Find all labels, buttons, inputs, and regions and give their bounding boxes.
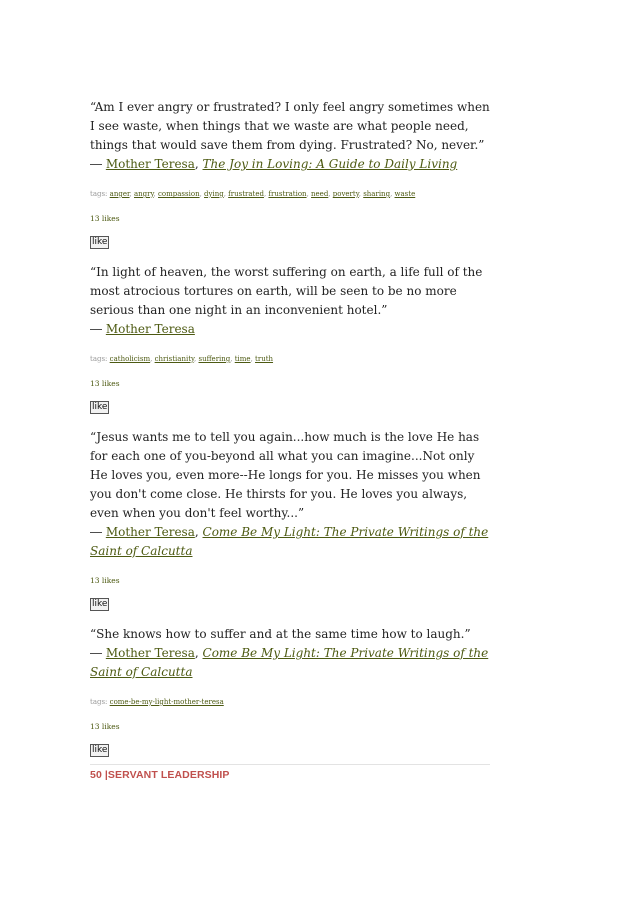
like-button[interactable]: like — [92, 402, 108, 412]
quote-attribution — [90, 320, 490, 339]
attribution-dash: ― — [90, 322, 102, 336]
quote-item — [90, 428, 490, 611]
author-link[interactable]: Mother Teresa — [105, 322, 195, 336]
tag-link[interactable]: catholicism — [109, 355, 151, 363]
tags-label: tags: — [90, 355, 108, 363]
quote-text: “She knows how to suffer and at the same time how to laugh.” — [90, 627, 471, 641]
quote-text: “In light of heaven, the worst suffering on earth, a life full of the most atrocious tortures on earth, will be seen to be no more serious than one night in an inconvenient hotel.” — [90, 265, 483, 317]
book-link[interactable]: Come Be My Light: The Private Writings of the Saint of Calcutta — [90, 646, 489, 679]
author-link[interactable]: Mother Teresa — [105, 646, 195, 660]
author-link[interactable]: Mother Teresa — [105, 157, 195, 171]
quote-item — [90, 263, 490, 414]
quote-item — [90, 98, 490, 249]
tags-row: tags: catholicism, christianity, suffering, time, truth — [90, 355, 274, 363]
likes-count[interactable]: 13 likes — [90, 722, 120, 731]
tag-link[interactable]: poverty — [332, 190, 359, 198]
tag-link[interactable]: waste — [394, 190, 416, 198]
attribution-dash: ― — [90, 525, 102, 539]
quote-attribution: ― Mother Teresa, Come Be My Light: The Private Writings of the Saint of Calcutta — [90, 646, 489, 679]
tags-row: tags: anger, angry, compassion, dying, frustrated, frustration, need, poverty, sharing, waste — [90, 190, 416, 198]
tag-link[interactable]: frustration — [268, 190, 307, 198]
tag-link[interactable]: anger — [109, 190, 130, 198]
tag-link[interactable]: come-be-my-light-mother-teresa — [109, 698, 224, 706]
like-button-wrap — [90, 586, 490, 611]
tags-label: tags: — [90, 190, 108, 198]
likes-count[interactable]: 13 likes — [90, 214, 120, 223]
tag-link[interactable]: angry — [134, 190, 154, 198]
tag-link[interactable]: truth — [255, 355, 274, 363]
tag-link[interactable]: dying — [204, 190, 224, 198]
book-link[interactable]: The Joy in Loving: A Guide to Daily Living — [202, 157, 458, 171]
tag-link[interactable]: compassion — [158, 190, 200, 198]
likes-count[interactable]: 13 likes — [90, 576, 120, 585]
quote-text: “Am I ever angry or frustrated? I only feel angry sometimes when I see waste, when things that we waste are what people need, things that would save them from dying. Frustrated? No, never.” — [90, 100, 490, 152]
like-button-wrap — [90, 732, 490, 757]
tag-link[interactable]: time — [234, 355, 251, 363]
tag-link[interactable]: frustrated — [228, 190, 264, 198]
tags-label: tags: — [90, 698, 108, 706]
attribution-dash: ― — [90, 157, 102, 171]
quotes-list — [90, 98, 490, 771]
like-button[interactable]: like — [92, 237, 108, 247]
tag-link[interactable]: need — [311, 190, 329, 198]
tags-row — [90, 697, 490, 707]
like-button-wrap — [90, 389, 490, 414]
like-button[interactable]: like — [92, 599, 108, 609]
tag-link[interactable]: christianity — [154, 355, 195, 363]
tag-link[interactable]: suffering — [198, 355, 231, 363]
attribution-dash: ― — [90, 646, 102, 660]
page-footer: 50 |SERVANT LEADERSHIP — [90, 769, 230, 781]
likes-count[interactable]: 13 likes — [90, 379, 120, 388]
like-button-wrap — [90, 224, 490, 249]
author-link[interactable]: Mother Teresa — [105, 525, 195, 539]
quote-text: “Jesus wants me to tell you again...how much is the love He has for each one of you-beyond all what you can imagine...Not only He loves you, even more--He longs for you. He misses you when you don't come close. He thirsts for you. He loves you always, even when you don't feel worthy...” — [90, 430, 481, 520]
footer-divider — [90, 764, 490, 765]
like-button[interactable]: like — [92, 745, 108, 755]
tag-link[interactable]: sharing — [363, 190, 391, 198]
quote-item — [90, 625, 490, 757]
book-link[interactable]: Come Be My Light: The Private Writings of the Saint of Calcutta — [90, 525, 489, 558]
quote-attribution: ― Mother Teresa, Come Be My Light: The Private Writings of the Saint of Calcutta — [90, 525, 489, 558]
quote-attribution: ― Mother Teresa, The Joy in Loving: A Guide to Daily Living — [90, 157, 458, 171]
